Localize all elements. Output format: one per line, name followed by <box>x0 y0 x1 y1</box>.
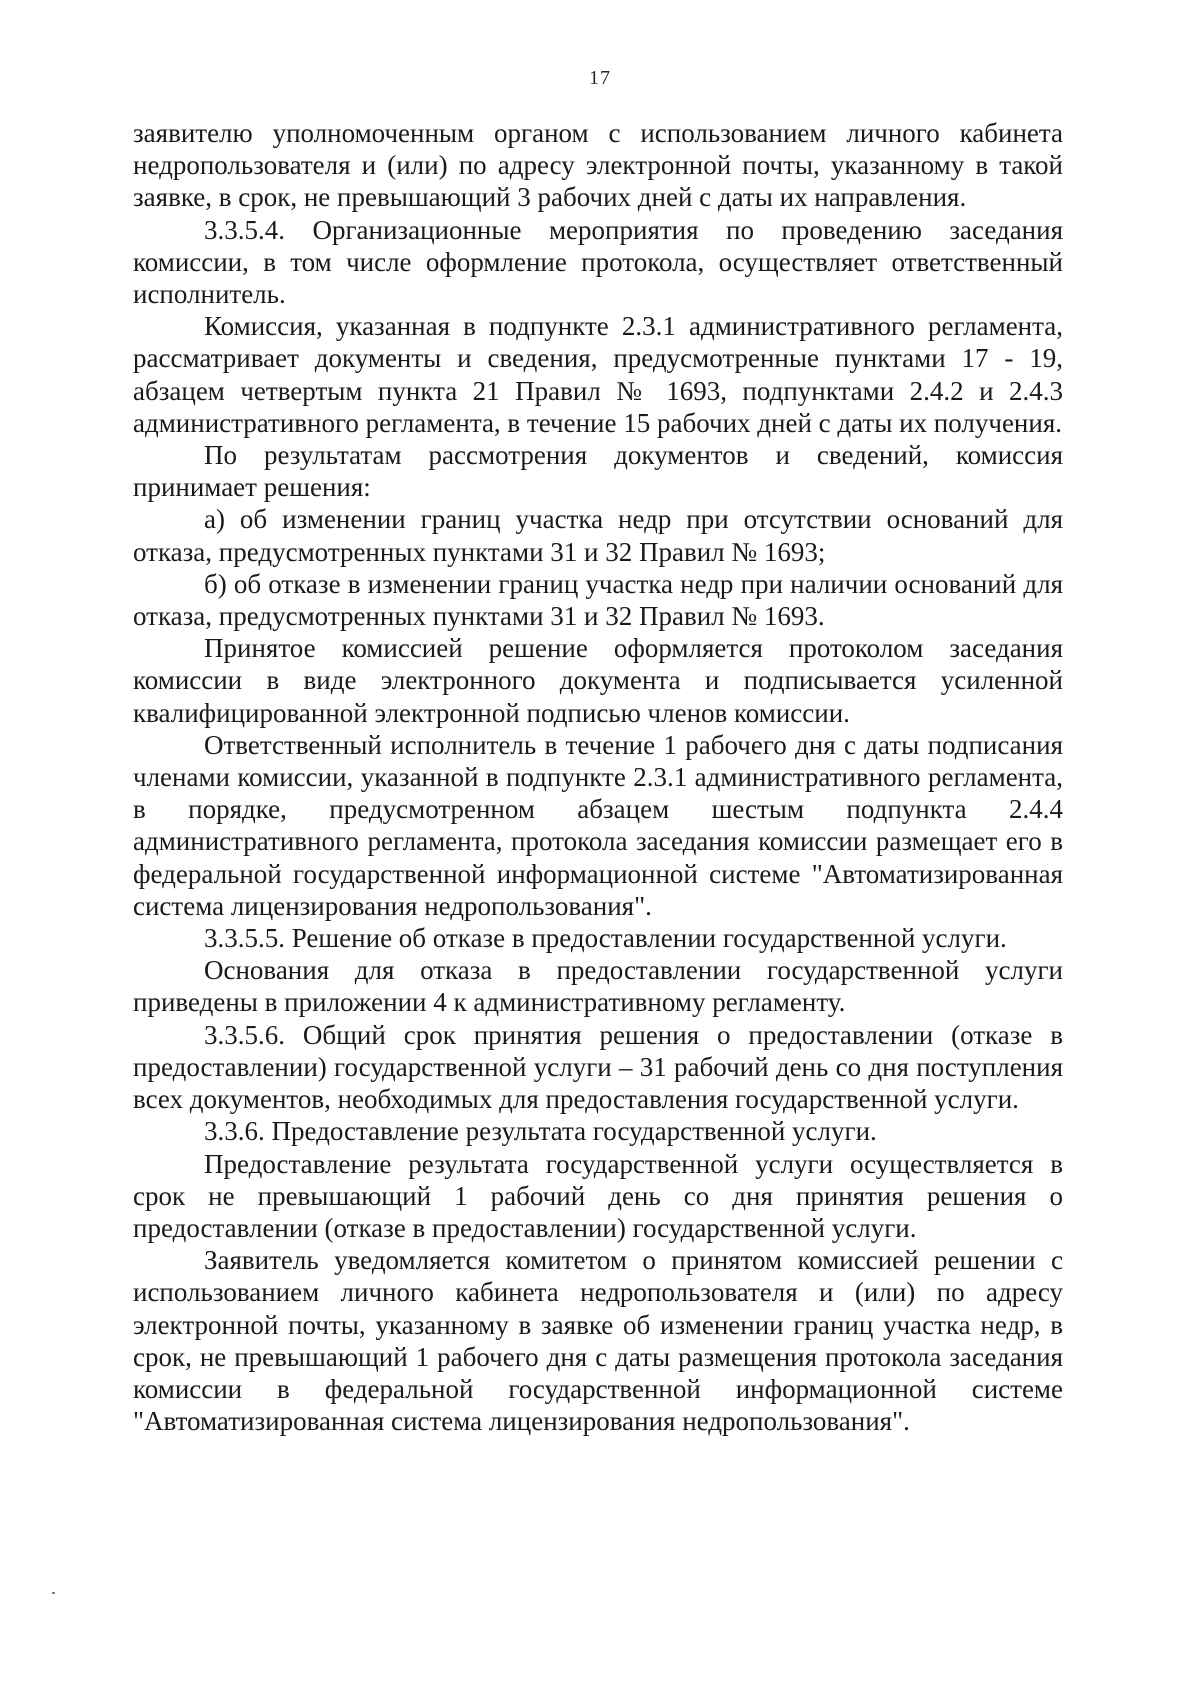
paragraph-3-3-5-5: 3.3.5.5. Решение об отказе в предоставлении государственной услуги. <box>204 923 1007 954</box>
paragraph-3-3-5-6: 3.3.5.6. Общий срок принятия решения о предоставлении (отказе в предоставлении) государственной услуги – 31 рабочий день со дня поступления всех документов, необходимых для предоставления государственной услуги. <box>133 1019 1063 1115</box>
paragraph-protocol: Принятое комиссией решение оформляется протоколом заседания комиссии в виде электронного документа и подписывается усиленной квалифицированной электронной подписью членов комиссии. <box>133 633 1063 728</box>
scan-speck <box>52 1592 55 1594</box>
paragraph-3-3-5-4: 3.3.5.4. Организационные мероприятия по проведению заседания комиссии, в том числе оформление протокола, осуществляет ответственный исполнитель. <box>133 214 1063 310</box>
paragraph-applicant-notification: Заявитель уведомляется комитетом о принятом комиссией решении с использованием личного кабинета недропользователя и (или) по адресу электронной почты, указанному в заявке об изменении границ участка недр, в срок, не превышающий 1 рабочего дня с даты размещения протокола заседания комиссии в федеральной государственной информационной системе "Автоматизированная система лицензирования недропользования". <box>133 1245 1063 1437</box>
paragraph-refusal-grounds: Основания для отказа в предоставлении государственной услуги приведены в приложении 4 к административному регламенту. <box>133 955 1063 1018</box>
paragraph-responsible-executor: Ответственный исполнитель в течение 1 рабочего дня с даты подписания членами комиссии, указанной в подпункте 2.3.1 административного регламента, в порядке, предусмотренном абзацем шестым подпункта 2.4.4 административного регламента, протокола заседания комиссии размещает его в федеральной государственной информационной системе "Автоматизированная система лицензирования недропользования". <box>133 729 1063 921</box>
paragraph-result-provision: Предоставление результата государственной услуги осуществляется в срок не превышающий 1 рабочий день со дня принятия решения о предоставлении (отказе в предоставлении) государственной услуги. <box>133 1148 1063 1243</box>
paragraph-continuation: заявителю уполномоченным органом с использованием личного кабинета недропользователя и (или) по адресу электронной почты, указанному в такой заявке, в срок, не превышающий 3 рабочих дней с даты их направления. <box>133 118 1063 213</box>
paragraph-commission-decisions: По результатам рассмотрения документов и сведений, комиссия принимает решения: <box>133 440 1063 503</box>
paragraph-3-3-6: 3.3.6. Предоставление результата государственной услуги. <box>204 1116 877 1147</box>
page-number: 17 <box>589 67 611 89</box>
list-item-b: б) об отказе в изменении границ участка недр при наличии оснований для отказа, предусмотренных пунктами 31 и 32 Правил № 1693. <box>133 568 1063 632</box>
list-item-a: а) об изменении границ участка недр при отсутствии оснований для отказа, предусмотренных пунктами 31 и 32 Правил № 1693; <box>133 504 1063 567</box>
paragraph-commission-review: Комиссия, указанная в подпункте 2.3.1 административного регламента, рассматривает документы и сведения, предусмотренные пунктами 17 - 19, абзацем четвертым пункта 21 Правил № 1693, подпунктами 2.4.2 и 2.4.3 административного регламента, в течение 15 рабочих дней с даты их получения. <box>133 311 1063 438</box>
document-body <box>133 117 1063 1437</box>
